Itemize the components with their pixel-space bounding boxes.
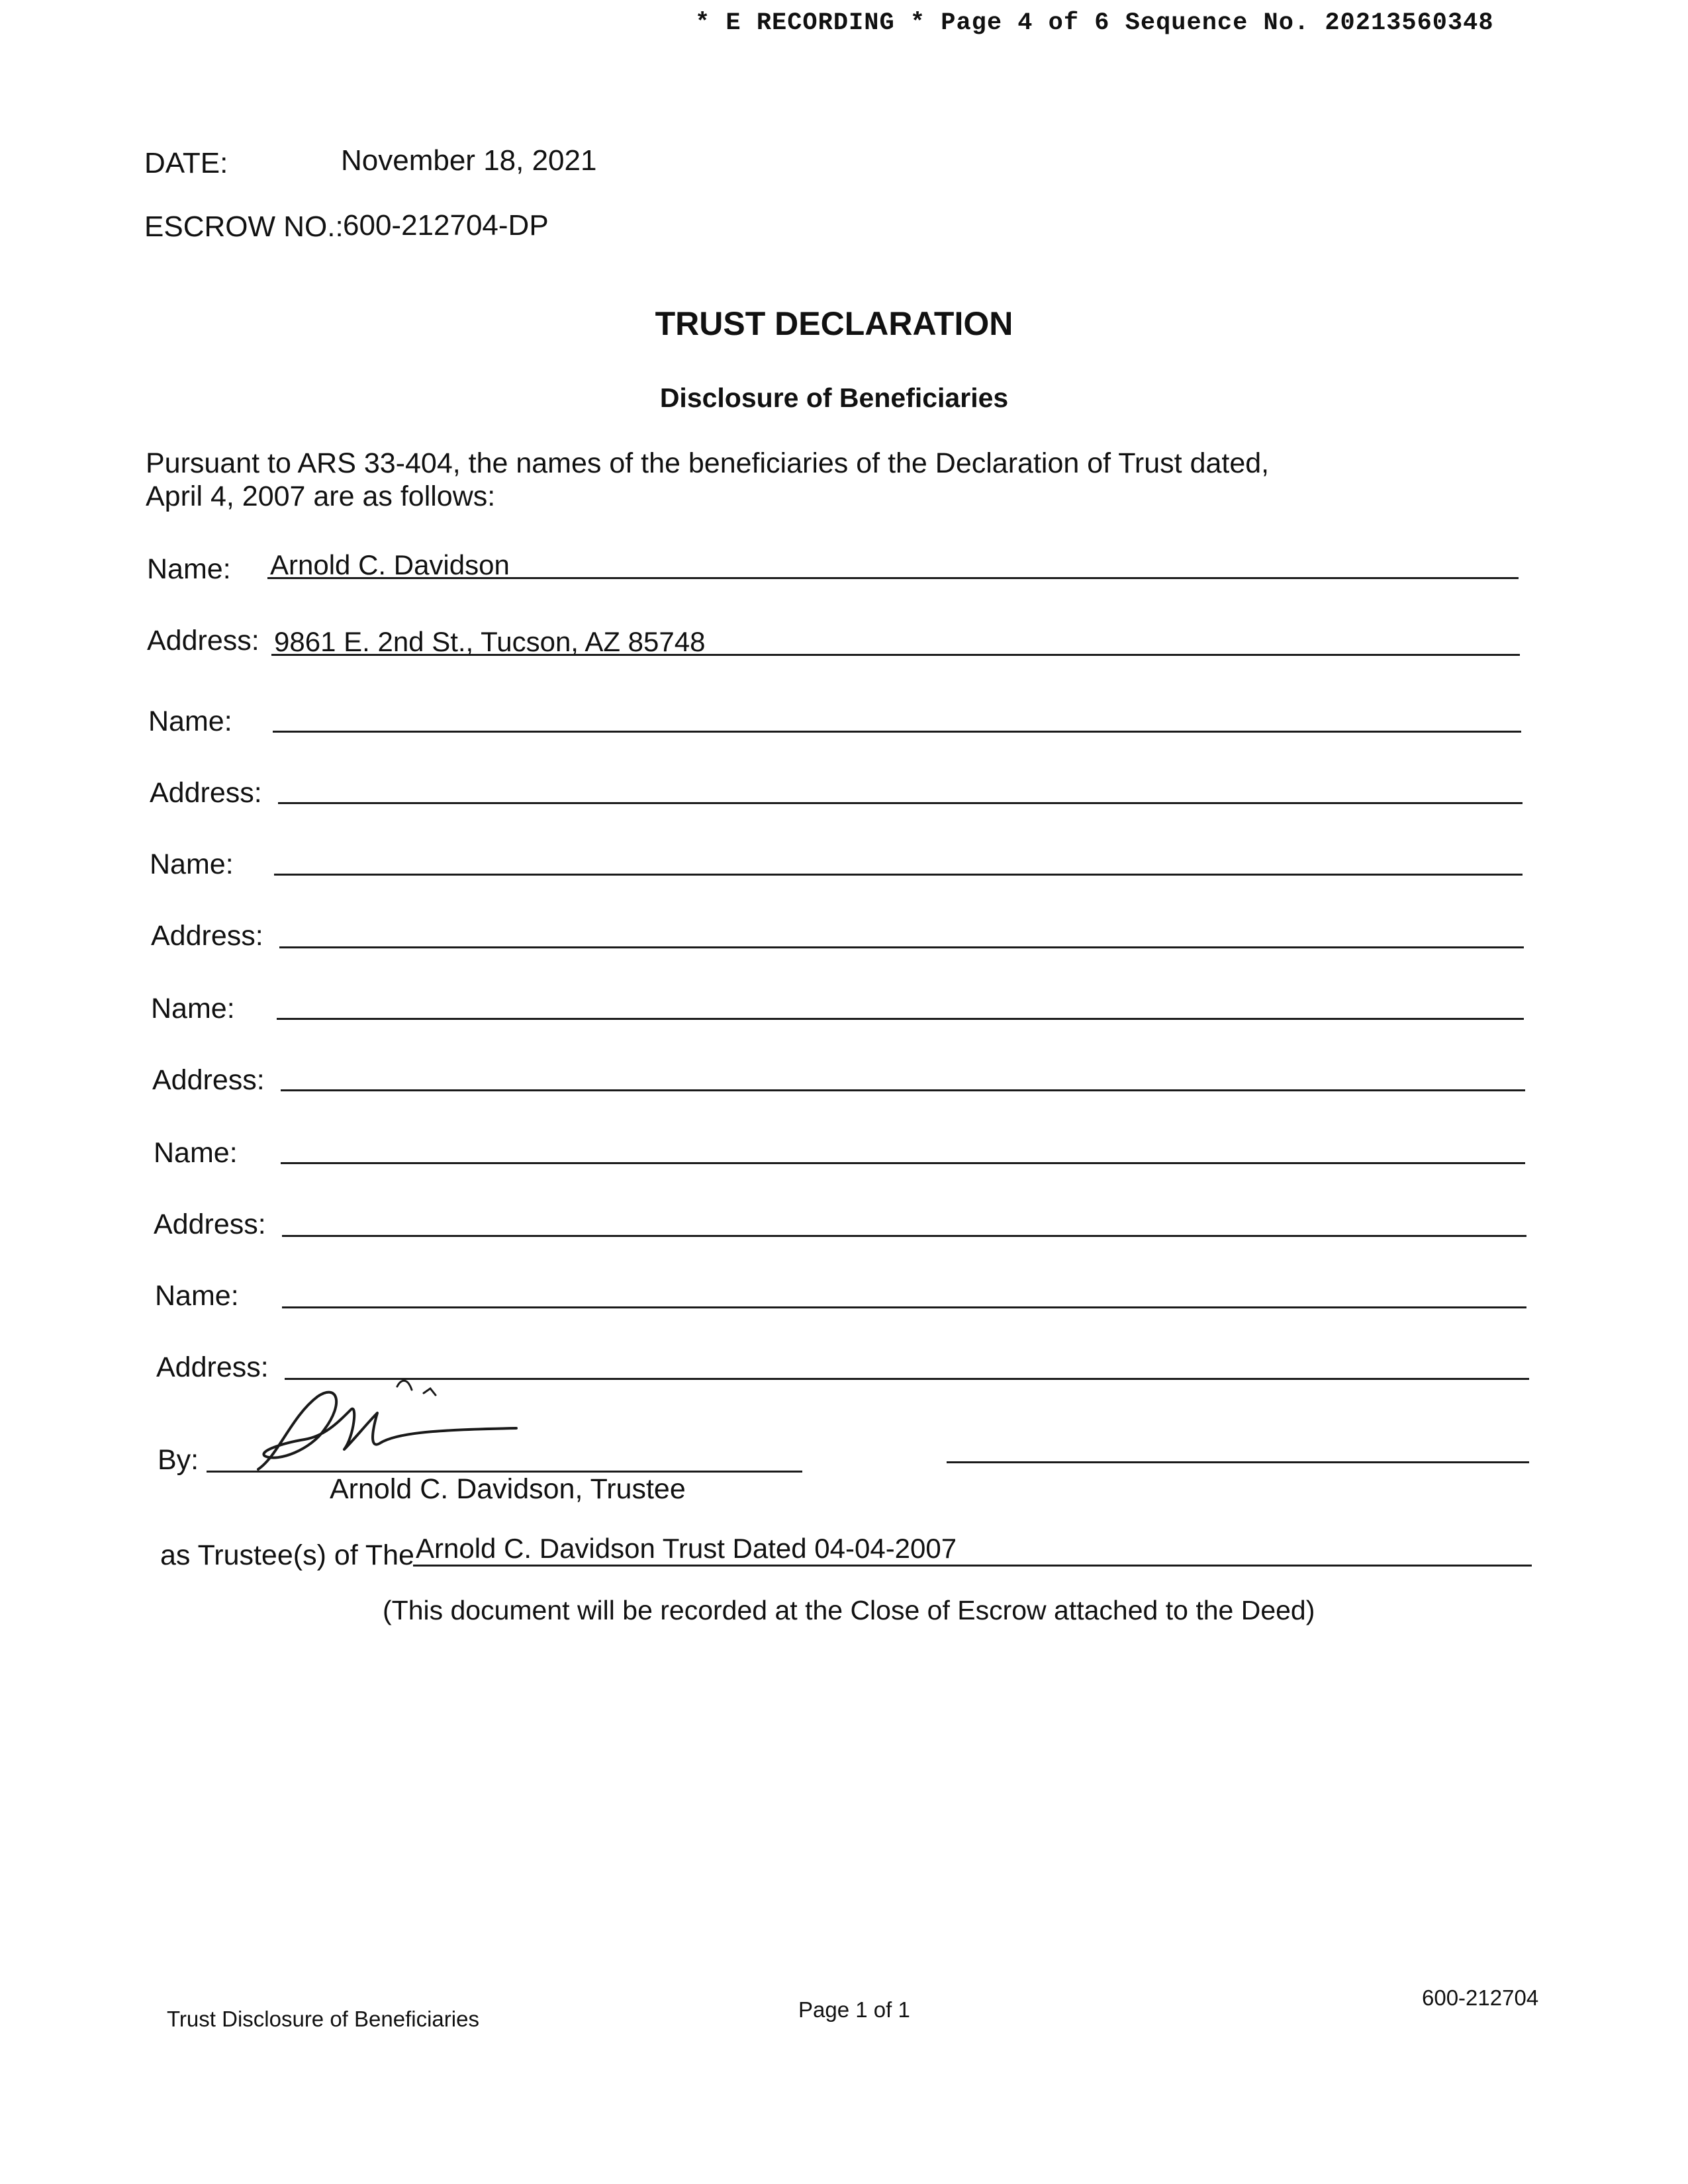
beneficiary-5-name-line (281, 1162, 1525, 1164)
beneficiary-2-name-label: Name: (148, 705, 232, 737)
second-signature-line (947, 1461, 1529, 1463)
document-subtitle: Disclosure of Beneficiaries (659, 383, 1009, 413)
trust-name: Arnold C. Davidson Trust Dated 04-04-2007 (416, 1533, 957, 1564)
beneficiary-1-address-line (271, 654, 1520, 656)
recording-header: * E RECORDING * Page 4 of 6 Sequence No. 20213560348 (695, 9, 1494, 37)
document-title: TRUST DECLARATION (655, 305, 1013, 342)
beneficiary-1-address: 9861 E. 2nd St., Tucson, AZ 85748 (274, 626, 706, 657)
beneficiary-6-name-line (282, 1306, 1526, 1308)
beneficiary-5-name-label: Name: (154, 1137, 238, 1169)
beneficiary-3-address-label: Address: (151, 920, 263, 952)
beneficiary-3-address-line (279, 946, 1524, 948)
date-value: November 18, 2021 (341, 144, 597, 177)
footer-page-number: Page 1 of 1 (798, 1997, 910, 2022)
date-label: DATE: (144, 147, 228, 179)
beneficiary-5-address-label: Address: (154, 1208, 266, 1240)
beneficiary-3-name-label: Name: (150, 848, 234, 880)
beneficiary-3-name-line (274, 874, 1523, 876)
footer-document-name: Trust Disclosure of Beneficiaries (167, 2007, 479, 2031)
beneficiary-2-address-line (278, 802, 1523, 804)
trustee-signature (238, 1377, 556, 1482)
footer-escrow-number: 600-212704 (1422, 1985, 1539, 2010)
beneficiary-2-address-label: Address: (150, 777, 262, 809)
intro-line-1: Pursuant to ARS 33-404, the names of the beneficiaries of the Declaration of Trust dated, (146, 447, 1270, 479)
beneficiary-1-name-line (267, 577, 1519, 579)
escrow-value: 600-212704-DP (343, 209, 549, 242)
recording-note: (This document will be recorded at the Close of Escrow attached to the Deed) (383, 1595, 1315, 1625)
beneficiary-1-name-label: Name: (147, 553, 231, 585)
beneficiary-4-name-line (277, 1018, 1524, 1020)
signer-name: Arnold C. Davidson, Trustee (330, 1473, 686, 1505)
beneficiary-2-name-line (273, 731, 1521, 733)
signature-by-label: By: (158, 1444, 199, 1476)
beneficiary-1-name: Arnold C. Davidson (270, 549, 510, 580)
trust-label: as Trustee(s) of The (160, 1539, 414, 1571)
beneficiary-5-address-line (282, 1235, 1526, 1237)
trust-name-line (413, 1565, 1532, 1567)
signature-line (207, 1471, 802, 1473)
beneficiary-6-name-label: Name: (155, 1280, 239, 1312)
escrow-label: ESCROW NO.: (144, 210, 344, 243)
beneficiary-6-address-label: Address: (156, 1351, 269, 1383)
beneficiary-4-address-line (281, 1089, 1525, 1091)
intro-line-2: April 4, 2007 are as follows: (146, 480, 496, 512)
beneficiary-4-name-label: Name: (151, 993, 235, 1024)
beneficiary-1-address-label: Address: (147, 625, 259, 657)
signature-mark (238, 1377, 556, 1482)
beneficiary-4-address-label: Address: (152, 1064, 265, 1096)
